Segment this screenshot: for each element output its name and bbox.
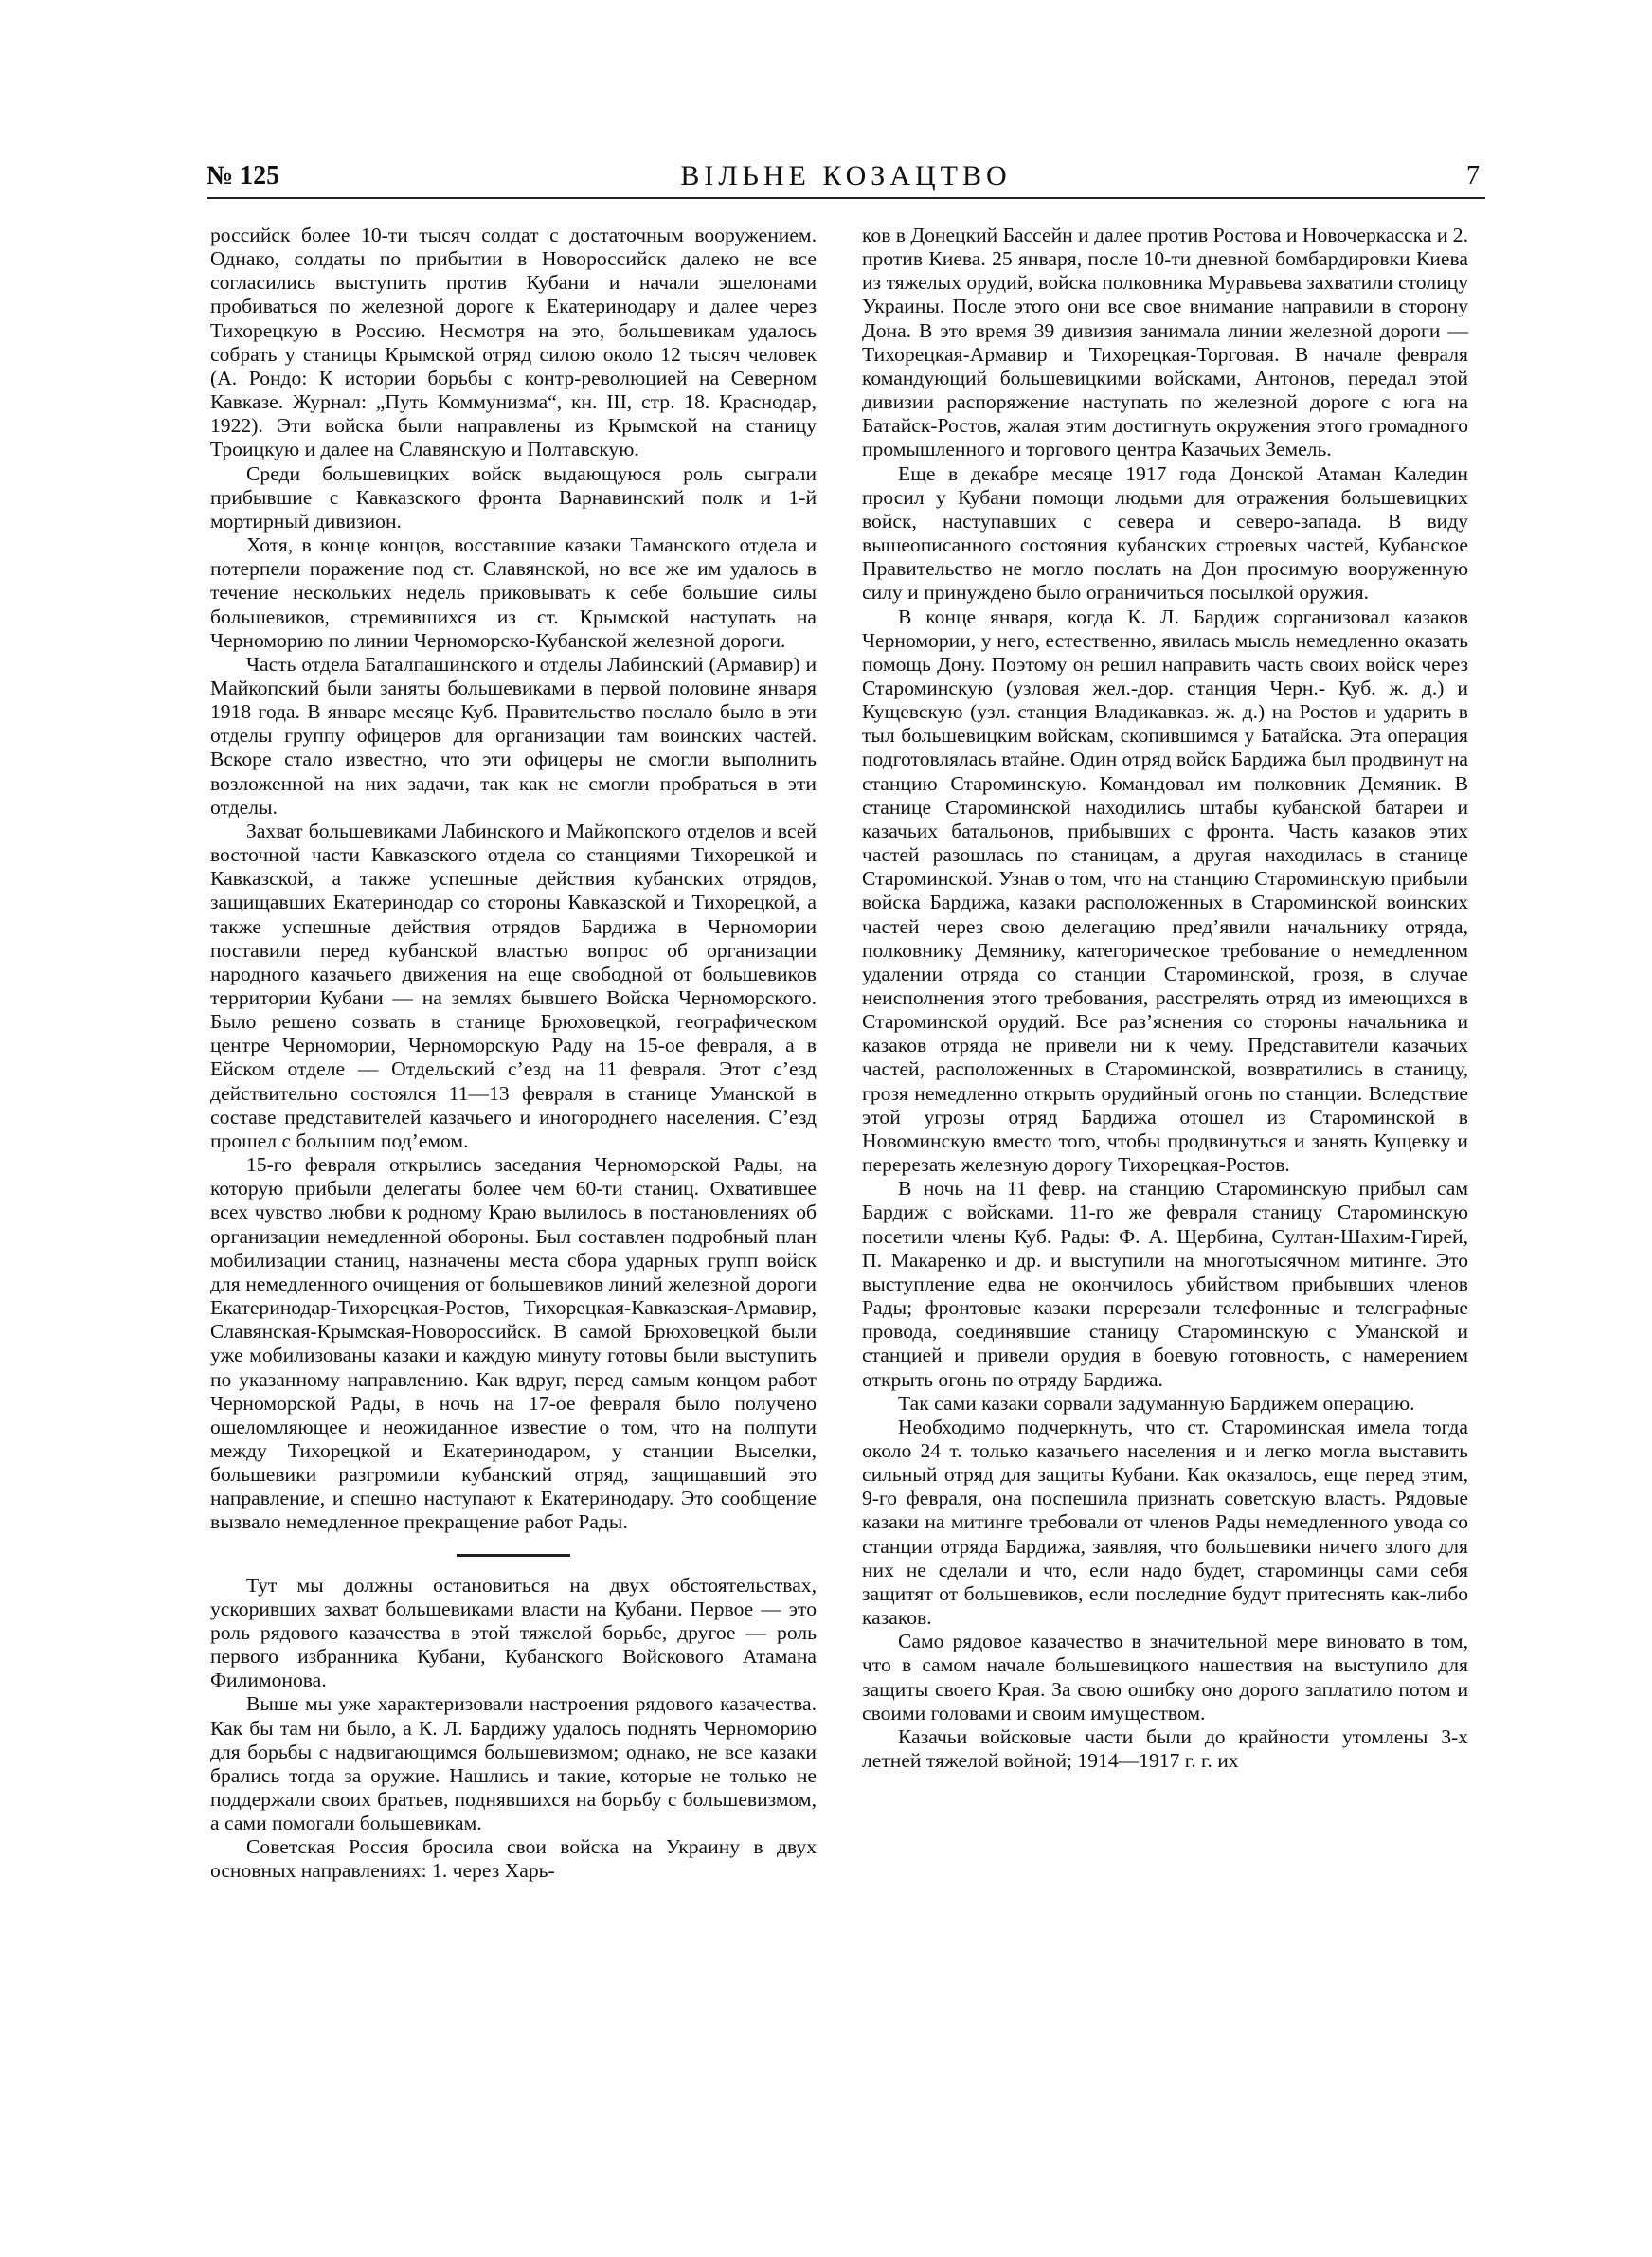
page-number: 7 — [1466, 161, 1480, 190]
publication-title: ВІЛЬНЕ КОЗАЦТВО — [680, 160, 1012, 191]
paragraph: Среди большевицких войск выдающуюся роль сыграли прибывшие с Кавказского фронта Варнавинский полк и 1-й мортирный дивизион. — [210, 461, 817, 533]
paragraph: Часть отдела Баталпашинского и отделы Лабинский (Армавир) и Майкопский были заняты большевиками в первой половине января 1918 года. В январе месяце Куб. Правительство послало было в эти отделы группу офицеров для организации там воинских частей. Вскоре стало известно, что эти офицеры не смогли выполнить возложенной на них задачи, так как не смогли пробраться в эти отделы. — [210, 652, 817, 819]
paragraph: Захват большевиками Лабинского и Майкопского отделов и всей восточной части Кавказского отдела со станциями Тихорецкой и Кавказской, а также успешные действия кубанских отрядов, защищавших Екатеринодар со стороны Кавказской и Тихорецкой, а также успешные действия отрядов Бардижа в Черномории поставили перед кубанской властью вопрос об организации народного казачьего движения на еще свободной от большевиков территории Кубани — на землях бывшего Войска Черноморского. Было решено созвать в станице Брюховецкой, географическом центре Черномории, Черноморскую Раду на 15-ое февраля, а в Ейском отделе — Отдельский с’езд на 11 февраля. Этот с’езд действительно состоялся 11—13 февраля в станице Уманской в составе представителей казачьего и иногороднего населения. С’езд прошел с большим под’емом. — [210, 819, 817, 1152]
paragraph: Хотя, в конце концов, восставшие казаки Таманского отдела и потерпели поражение под ст. Славянской, но все же им удалось в течение нескольких недель приковывать к себе большие силы большевиков, стремившихся из ст. Крымской наступать на Черноморию по линии Черноморско-Кубанской железной дороги. — [210, 533, 817, 652]
issue-number: № 125 — [206, 161, 280, 190]
paragraph: ков в Донецкий Бассейн и далее против Ростова и Новочеркасска и 2. против Киева. 25 января, после 10-ти дневной бомбардировки Киева из тяжелых орудий, войска полковника Муравьева захватили столицу Украины. После этого они все свое внимание направили в сторону Дона. В это время 39 дивизия занимала линии железной дороги — Тихорецкая-Армавир и Тихорецкая-Торговая. В начале февраля командующий большевицкими войсками, Антонов, передал этой дивизии распоряжение наступать по железной дороге с юга на Батайск-Ростов, жалая этим достигнуть окружения этого громадного промышленного и торгового центра Казачьих Земель. — [862, 224, 1468, 461]
paragraph: Выше мы уже характеризовали настроения рядового казачества. Как бы там ни было, а К. Л. Бардижу удалось поднять Черноморию для борьбы с надвигающимся большевизмом; однако, не все казаки брались тогда за оружие. Нашлись и такие, которые не только не поддержали своих братьев, поднявшихся на борьбу с большевизмом, а сами помогали большевикам. — [210, 1692, 817, 1835]
paragraph: В конце января, когда К. Л. Бардиж сорганизовал казаков Черномории, у него, естественно, явилась мысль немедленно оказать помощь Дону. Поэтому он решил направить часть своих войск через Староминскую (узловая жел.-дор. станция Черн.- Куб. ж. д.) и Кущевскую (узл. станция Владикавказ. ж. д.) на Ростов и ударить в тыл большевицким войскам, скопившимся у Батайска. Эта операция подготовлялась втайне. Один отряд войск Бардижа был продвинут на станцию Староминскую. Командовал им полковник Демяник. В станице Староминской находились штабы кубанской батареи и казачьих батальонов, прибывших с фронта. Часть казаков этих частей разошлась по станицам, а другая находилась в станице Староминской. Узнав о том, что на станцию Староминскую прибыли войска Бардижа, казаки расположенных в Староминской воинских частей через свою делегацию пред’явили начальнику отряда, полковнику Демянику, категорическое требование о немедленном удалении отряда со станции Староминской, грозя, в случае неисполнения этого требования, расстрелять отряд из имеющихся в Староминской орудий. Все раз’яснения со стороны начальника и казаков отряда не привели ни к чему. Представители казачьих частей, расположенных в Староминской, возвратились в станицу, грозя немедленно открыть орудийный огонь по станции. Вследствие этой угрозы отряд Бардижа отошел из Староминской в Новоминскую вместо того, чтобы продвинуться и занять Кущевку и перерезать железную дорогу Тихорецкая-Ростов. — [862, 605, 1468, 1177]
paragraph: Еще в декабре месяце 1917 года Донской Атаман Каледин просил у Кубани помощи людьми для отражения большевицких войск, наступавших с севера и северо-запада. В виду вышеописанного состояния кубанских строевых частей, Кубанское Правительство не могло послать на Дон просимую вооруженную силу и принуждено было ограничиться посылкой оружия. — [862, 461, 1468, 605]
paragraph: Необходимо подчеркнуть, что ст. Староминская имела тогда около 24 т. только казачьего населения и и легко могла выставить сильный отряд для защиты Кубани. Как оказалось, еще перед этим, 9-го февраля, она поспешила признать советскую власть. Рядовые казаки на митинге требовали от членов Рады немедленного увода со станции отряда Бардижа, заявляя, что большевики ничего злого для них не сделали и что, если надо будет, староминцы сами себя защитят от большевиков, если последние будут притеснять как-либо казаков. — [862, 1415, 1468, 1630]
paragraph: Само рядовое казачество в значительной мере виновато в том, что в самом начале большевицкого нашествия на выступило для защиты своего Края. За свою ошибку оно дорого заплатило потом и своими головами и своим имуществом. — [862, 1630, 1468, 1724]
page-header — [206, 159, 1485, 199]
paragraph: 15-го февраля открылись заседания Черноморской Рады, на которую прибыли делегаты более чем 60-ти станиц. Охватившее всех чувство любви к родному Краю вылилось в постановлениях об организации немедленной обороны. Был составлен подробный план мобилизации станиц, назначены места сбора ударных групп войск для немедленного очищения от большевиков линий железной дороги Екатеринодар-Тихорецкая-Ростов, Тихорецкая-Кавказская-Армавир, Славянская-Крымская-Новороссийск. В самой Брюховецкой были уже мобилизованы казаки и каждую минуту готовы были выступить по указанному направлению. Как вдруг, перед самым концом работ Черноморской Рады, в ночь на 17-ое февраля было получено ошеломляющее и неожиданное известие о том, что на полпути между Тихорецкой и Екатеринодаром, у станции Выселки, большевики разгромили кубанский отряд, защищавший это направление, и спешно наступают к Екатеринодару. Это сообщение вызвало немедленное прекращение работ Рады. — [210, 1153, 817, 1534]
paragraph: российск более 10-ти тысяч солдат с достаточным вооружением. Однако, солдаты по прибытии в Новороссийск далеко не все согласились выступить против Кубани и начали эшелонами пробиваться по железной дороге к Екатеринодару и далее через Тихорецкую в Россию. Несмотря на это, большевикам удалось собрать у станицы Крымской отряд силою около 12 тысяч человек (А. Рондо: К истории борьбы с контр-революцией на Северном Кавказе. Журнал: „Путь Коммунизма“, кн. III, стр. 18. Краснодар, 1922). Эти войска были направлены из Крымской на станицу Троицкую и далее на Славянскую и Полтавскую. — [210, 224, 817, 461]
right-column — [862, 224, 1468, 1773]
paragraph: Так сами казаки сорвали задуманную Бардижем операцию. — [898, 1391, 1415, 1415]
paragraph: Казачьи войсковые части были до крайности утомлены 3-х летней тяжелой войной; 1914—1917 г. г. их — [862, 1724, 1468, 1772]
left-column — [210, 224, 817, 1884]
paragraph: Советская Россия бросила свои войска на Украину в двух основных направлениях: 1. через Харь- — [210, 1835, 817, 1883]
section-divider — [457, 1554, 570, 1557]
paragraph: Тут мы должны остановиться на двух обстоятельствах, ускоривших захват большевиками власти на Кубани. Первое — это роль рядового казачества в этой тяжелой борьбе, другое — роль первого избранника Кубани, Кубанского Войскового Атамана Филимонова. — [210, 1573, 817, 1692]
paragraph: В ночь на 11 февр. на станцию Староминскую прибыл сам Бардиж с войсками. 11-го же февраля станицу Староминскую посетили члены Куб. Рады: Ф. А. Щербина, Султан-Шахим-Гирей, П. Макаренко и др. и выступили на многотысячном митинге. Это выступление едва не окончилось убийством прибывших членов Рады; фронтовые казаки перерезали телефонные и телеграфные провода, соединявшие станицу Староминскую с Уманской и станцией и привели орудия в боевую готовность, с намерением открыть огонь по отряду Бардижа. — [862, 1177, 1468, 1391]
